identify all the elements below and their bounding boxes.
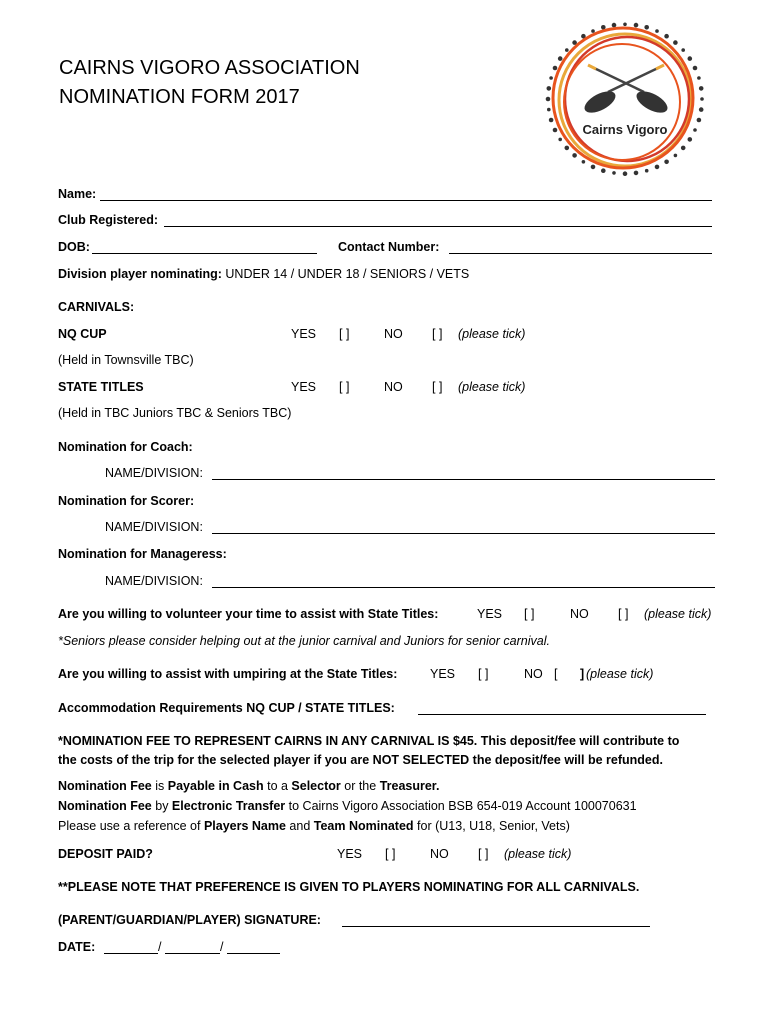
- nq-cup-label: NQ CUP: [58, 327, 107, 341]
- date-slash: /: [220, 940, 224, 954]
- nq-cup-note: (Held in Townsville TBC): [58, 353, 194, 367]
- logo-dot: [582, 160, 586, 164]
- deposit-please-tick: (please tick): [504, 847, 572, 861]
- nq-cup-no-box[interactable]: [ ]: [432, 327, 443, 341]
- logo-dot: [655, 165, 660, 170]
- logo-dot: [565, 146, 570, 151]
- manageress-name-division-field[interactable]: [212, 587, 715, 588]
- scorer-name-division-field[interactable]: [212, 533, 715, 534]
- coach-name-division-label: NAME/DIVISION:: [105, 466, 203, 480]
- logo-dot: [693, 66, 698, 71]
- logo-dot: [623, 171, 628, 176]
- logo-dot: [623, 23, 627, 27]
- date-day-field[interactable]: [104, 953, 158, 954]
- manageress-name-division-label: NAME/DIVISION:: [105, 574, 203, 588]
- coach-label: Nomination for Coach:: [58, 440, 193, 454]
- logo-dot: [688, 56, 693, 61]
- logo-dot: [700, 97, 704, 101]
- state-titles-yes-box[interactable]: [ ]: [339, 380, 350, 394]
- crossed-paddles-icon: [581, 65, 671, 117]
- fee-term: Nomination Fee: [58, 779, 152, 793]
- logo-dot: [558, 138, 562, 142]
- logo-dot: [591, 165, 596, 170]
- fee-term: Team Nominated: [313, 819, 414, 833]
- volunteer-question: Are you willing to volunteer your time to assist with State Titles:: [58, 607, 439, 621]
- logo-dot: [681, 146, 686, 151]
- fee-term: Selector: [291, 779, 341, 793]
- preference-notice: **PLEASE NOTE THAT PREFERENCE IS GIVEN TO PLAYERS NOMINATING FOR ALL CARNIVALS.: [58, 880, 640, 894]
- form-title-line2: NOMINATION FORM 2017: [59, 86, 300, 108]
- nq-cup-please-tick: (please tick): [458, 327, 526, 341]
- name-label: Name:: [58, 187, 97, 201]
- contact-label: Contact Number:: [338, 240, 440, 254]
- logo-dot: [546, 97, 551, 102]
- date-slash: /: [158, 940, 162, 954]
- date-month-field[interactable]: [165, 953, 220, 954]
- fee-payment-cash: [58, 779, 439, 793]
- logo-ring-orange: [553, 28, 693, 168]
- deposit-label: DEPOSIT PAID?: [58, 847, 153, 861]
- deposit-no-label: NO: [430, 847, 449, 861]
- fee-term: Electronic Transfer: [171, 799, 286, 813]
- fee-text: for (U13, U18, Senior, Vets): [413, 819, 570, 833]
- state-titles-please-tick: (please tick): [458, 380, 526, 394]
- nq-cup-yes-box[interactable]: [ ]: [339, 327, 350, 341]
- date-label: DATE:: [58, 940, 96, 954]
- logo-dot: [697, 76, 701, 80]
- logo-dot: [699, 107, 704, 112]
- division-row: [58, 267, 469, 281]
- logo-dot: [664, 34, 669, 39]
- umpiring-please-tick: (please tick): [586, 667, 654, 681]
- umpiring-no-box-close: ]: [580, 667, 585, 681]
- volunteer-no-box[interactable]: [ ]: [618, 607, 629, 621]
- fee-notice-line1: *NOMINATION FEE TO REPRESENT CAIRNS IN ANY CARNIVAL IS $45. This deposit/fee will contribute to: [58, 734, 680, 748]
- logo-dot: [549, 118, 554, 123]
- logo-dot: [547, 86, 552, 91]
- logo-dot: [553, 128, 558, 133]
- carnivals-heading: CARNIVALS:: [58, 300, 135, 314]
- fee-text: by: [151, 799, 172, 813]
- accommodation-field[interactable]: [418, 714, 706, 715]
- state-titles-no-box[interactable]: [ ]: [432, 380, 443, 394]
- logo-dot: [674, 154, 678, 158]
- logo-dot: [547, 108, 551, 112]
- logo-dot: [549, 76, 553, 80]
- fee-term: Players Name: [203, 819, 286, 833]
- fee-text: and: [285, 819, 314, 833]
- state-titles-label: STATE TITLES: [58, 380, 144, 394]
- logo-dot: [553, 66, 558, 71]
- nq-cup-no-label: NO: [384, 327, 403, 341]
- signature-label: (PARENT/GUARDIAN/PLAYER) SIGNATURE:: [58, 913, 321, 927]
- logo-dot: [612, 23, 617, 28]
- logo-dot: [673, 40, 678, 45]
- logo-dot: [634, 171, 639, 176]
- logo-dot: [634, 23, 639, 28]
- form-title-line1: CAIRNS VIGORO ASSOCIATION: [59, 57, 360, 79]
- logo-dot: [693, 128, 697, 132]
- umpiring-yes-box[interactable]: [ ]: [478, 667, 489, 681]
- state-titles-note: (Held in TBC Juniors TBC & Seniors TBC): [58, 406, 292, 420]
- logo-dot: [688, 137, 693, 142]
- fee-reference: [58, 819, 570, 833]
- fee-text: to a: [263, 779, 292, 793]
- scorer-label: Nomination for Scorer:: [58, 494, 195, 508]
- date-year-field[interactable]: [227, 953, 280, 954]
- volunteer-no-label: NO: [570, 607, 589, 621]
- logo-dot: [697, 118, 702, 123]
- logo-dot: [565, 48, 569, 52]
- fee-term: Treasurer.: [379, 779, 440, 793]
- state-titles-yes-label: YES: [291, 380, 317, 394]
- volunteer-note: *Seniors please consider helping out at the junior carnival and Juniors for senior carnival.: [58, 634, 550, 648]
- nq-cup-yes-label: YES: [291, 327, 317, 341]
- fee-text: Please use a reference of: [58, 819, 204, 833]
- logo-dot: [601, 168, 606, 173]
- logo-ring-red: [565, 37, 689, 161]
- signature-field[interactable]: [342, 926, 650, 927]
- fee-text: is: [151, 779, 168, 793]
- deposit-yes-box[interactable]: [ ]: [385, 847, 396, 861]
- name-field[interactable]: [100, 200, 712, 201]
- volunteer-please-tick: (please tick): [644, 607, 712, 621]
- cairns-vigoro-logo: [532, 20, 718, 178]
- division-options[interactable]: UNDER 14 / UNDER 18 / SENIORS / VETS: [225, 267, 470, 281]
- umpiring-no-label: NO: [524, 667, 543, 681]
- volunteer-yes-label: YES: [477, 607, 503, 621]
- deposit-no-box[interactable]: [ ]: [478, 847, 489, 861]
- manageress-label: Nomination for Manageress:: [58, 547, 227, 561]
- umpiring-question: Are you willing to assist with umpiring at the State Titles:: [58, 667, 398, 681]
- dob-field[interactable]: [92, 253, 317, 254]
- accommodation-label: Accommodation Requirements NQ CUP / STATE TITLES:: [58, 701, 395, 715]
- deposit-yes-label: YES: [337, 847, 363, 861]
- dob-label: DOB:: [58, 240, 90, 254]
- club-field[interactable]: [164, 226, 712, 227]
- fee-term: Payable in Cash: [167, 779, 264, 793]
- scorer-name-division-label: NAME/DIVISION:: [105, 520, 203, 534]
- logo-dot: [655, 29, 659, 33]
- club-label: Club Registered:: [58, 213, 159, 227]
- volunteer-yes-box[interactable]: [ ]: [524, 607, 535, 621]
- logo-dot: [645, 169, 649, 173]
- logo-dot: [558, 56, 563, 61]
- umpiring-yes-label: YES: [430, 667, 456, 681]
- contact-field[interactable]: [449, 253, 712, 254]
- fee-text: to Cairns Vigoro Association BSB 654-019 Account 100070631: [285, 799, 637, 813]
- logo-dot: [699, 86, 704, 91]
- logo-dot: [644, 25, 649, 30]
- fee-term: Nomination Fee: [58, 799, 152, 813]
- logo-dot: [591, 29, 595, 33]
- logo-dot: [681, 48, 685, 52]
- umpiring-no-box-open[interactable]: [: [554, 667, 558, 681]
- division-label: Division player nominating:: [58, 267, 222, 281]
- logo-text: Cairns Vigoro: [582, 122, 668, 137]
- fee-text: or the: [340, 779, 380, 793]
- logo-dot: [664, 160, 669, 165]
- state-titles-no-label: NO: [384, 380, 403, 394]
- fee-notice-line2: the costs of the trip for the selected player if you are NOT SELECTED the deposit/fee will be refunded.: [58, 753, 663, 767]
- logo-dot: [612, 171, 616, 175]
- fee-payment-transfer: [58, 799, 637, 813]
- logo-dot: [572, 153, 577, 158]
- coach-name-division-field[interactable]: [212, 479, 715, 480]
